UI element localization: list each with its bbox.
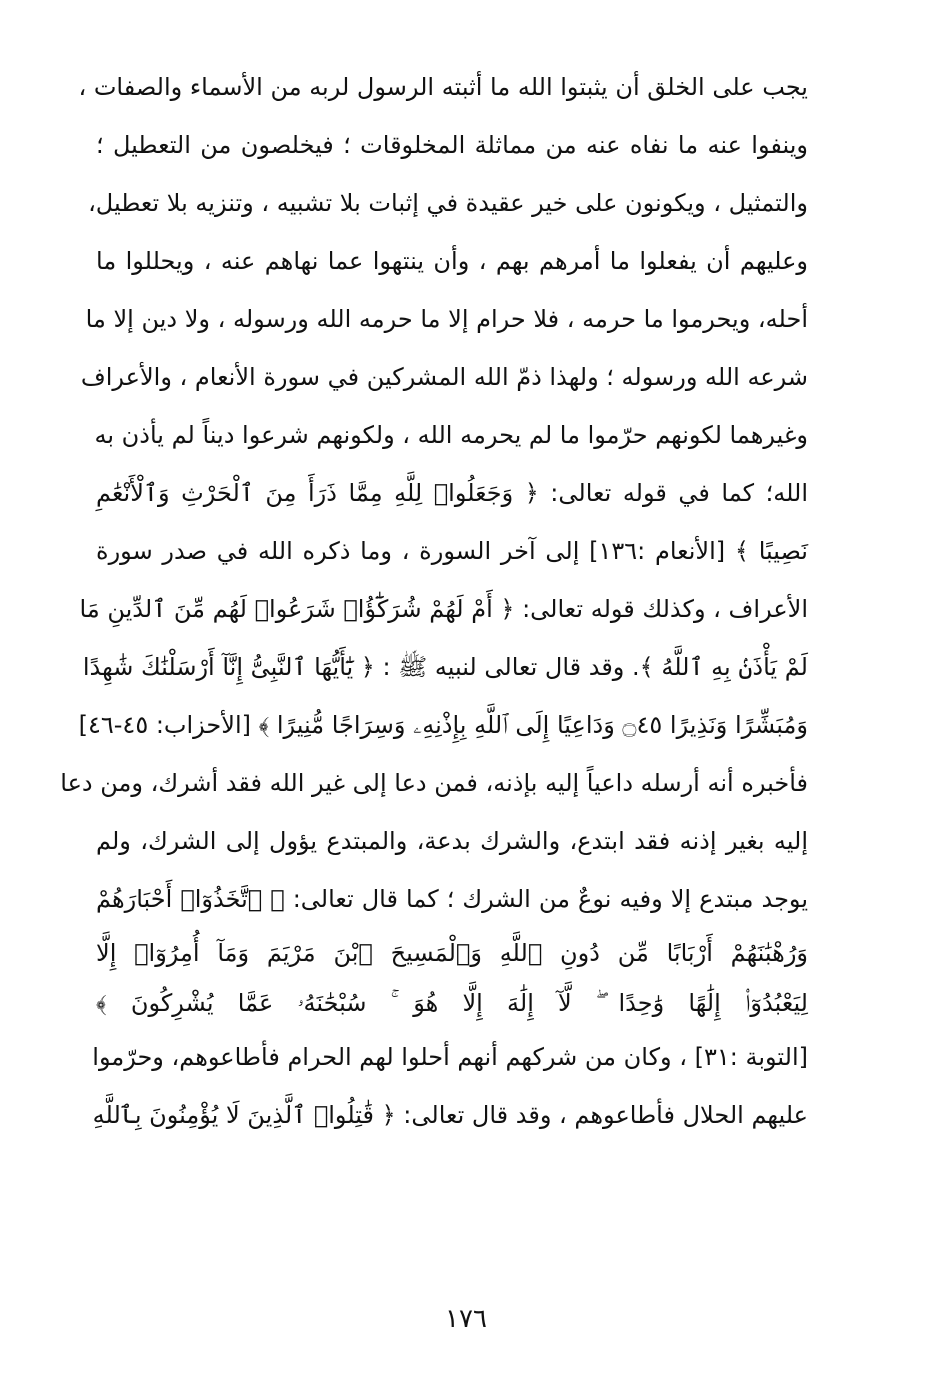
text-line-8: الله؛ كما في قوله تعالى: ﴿ وَجَعَلُوا۟ لِلَّهِ مِمَّا ذَرَأَ مِنَ ٱلْحَرْثِ وَٱلْأَنْعَٰمِ — [96, 479, 808, 507]
body-text — [60, 58, 808, 1144]
text-line-11: لَمْ يَأْذَنۢ بِهِ ٱللَّهُ ﴾. وقد قال تعالى لنبيه ﷺ : ﴿ يَٰٓأَيُّهَا ٱلنَّبِىُّ إِنَّآ أَرْسَلْنَٰكَ شَٰهِدًا — [82, 653, 808, 681]
text-line-2: وينفوا عنه ما نفاه عنه من مماثلة المخلوقات ؛ فيخلصون من التعطيل ؛ — [96, 131, 808, 159]
text-line-1: يجب على الخلق أن يثبتوا الله ما أثبته الرسول لربه من الأسماء والصفات ، — [78, 73, 808, 101]
text-line-17: لِيَعْبُدُوٓا۟ إِلَٰهًا وَٰحِدًا ۖ لَّآ إِلَٰهَ إِلَّا هُوَ ۚ سُبْحَٰنَهُۥ عَمَّا يُشْرِكُونَ ﴾ — [96, 989, 808, 1017]
text-line-3: والتمثيل ، ويكونون على خير عقيدة في إثبات بلا تشبيه ، وتنزيه بلا تعطيل، — [88, 189, 808, 217]
page-number: ١٧٦ — [445, 1304, 487, 1334]
text-line-13: فأخبره أنه أرسله داعياً إليه بإذنه، فمن دعا إلى غير الله فقد أشرك، ومن دعا — [60, 769, 808, 797]
text-line-6: شرعه الله ورسوله ؛ ولهذا ذمّ الله المشركين في سورة الأنعام ، والأعراف — [80, 363, 808, 391]
text-line-10: الأعراف ، وكذلك قوله تعالى: ﴿ أَمْ لَهُمْ شُرَكَٰٓؤُا۟ شَرَعُوا۟ لَهُم مِّنَ ٱلدِّينِ مَا — [79, 595, 808, 623]
text-line-18: [التوبة :٣١] ، وكان من شركهم أنهم أحلوا لهم الحرام فأطاعوهم، وحرّموا — [92, 1043, 808, 1071]
text-line-5: أحله، ويحرموا ما حرمه ، فلا حرام إلا ما حرمه الله ورسوله ، ولا دين إلا ما — [85, 305, 808, 333]
text-line-4: وعليهم أن يفعلوا ما أمرهم بهم ، وأن ينتهوا عما نهاهم عنه ، ويحللوا ما — [96, 247, 808, 275]
text-line-7: وغيرهما لكونهم حرّموا ما لم يحرمه الله ، ولكونهم شرعوا ديناً لم يأذن به — [94, 421, 808, 449]
text-line-9: نَصِيبًا ﴾ [الأنعام :١٣٦] إلى آخر السورة ، وما ذكره الله في صدر سورة — [96, 537, 808, 565]
text-line-12: وَمُبَشِّرًا وَنَذِيرًا ۝٤٥ وَدَاعِيًا إِلَى ٱللَّهِ بِإِذْنِهِۦ وَسِرَاجًا مُّنِيرًا ﴾ [الأحزاب: ٤٥-٤٦] — [78, 711, 808, 739]
text-line-16: وَرُهْبَٰنَهُمْ أَرْبَابًا مِّن دُونِ ٱللَّهِ وَٱلْمَسِيحَ ٱبْنَ مَرْيَمَ وَمَآ أُمِرُوٓا۟ إِلَّا — [96, 939, 808, 967]
text-line-19: عليهم الحلال فأطاعوهم ، وقد قال تعالى: ﴿ قَٰتِلُوا۟ ٱلَّذِينَ لَا يُؤْمِنُونَ بِٱللَّهِ — [92, 1101, 808, 1129]
text-line-14: إليه بغير إذنه فقد ابتدع، والشرك بدعة، والمبتدع يؤول إلى الشرك، ولم — [96, 827, 808, 855]
text-line-15: يوجد مبتدع إلا وفيه نوعٌ من الشرك ؛ كما قال تعالى: ﴿ ٱتَّخَذُوٓا۟ أَحْبَارَهُمْ — [96, 885, 808, 913]
